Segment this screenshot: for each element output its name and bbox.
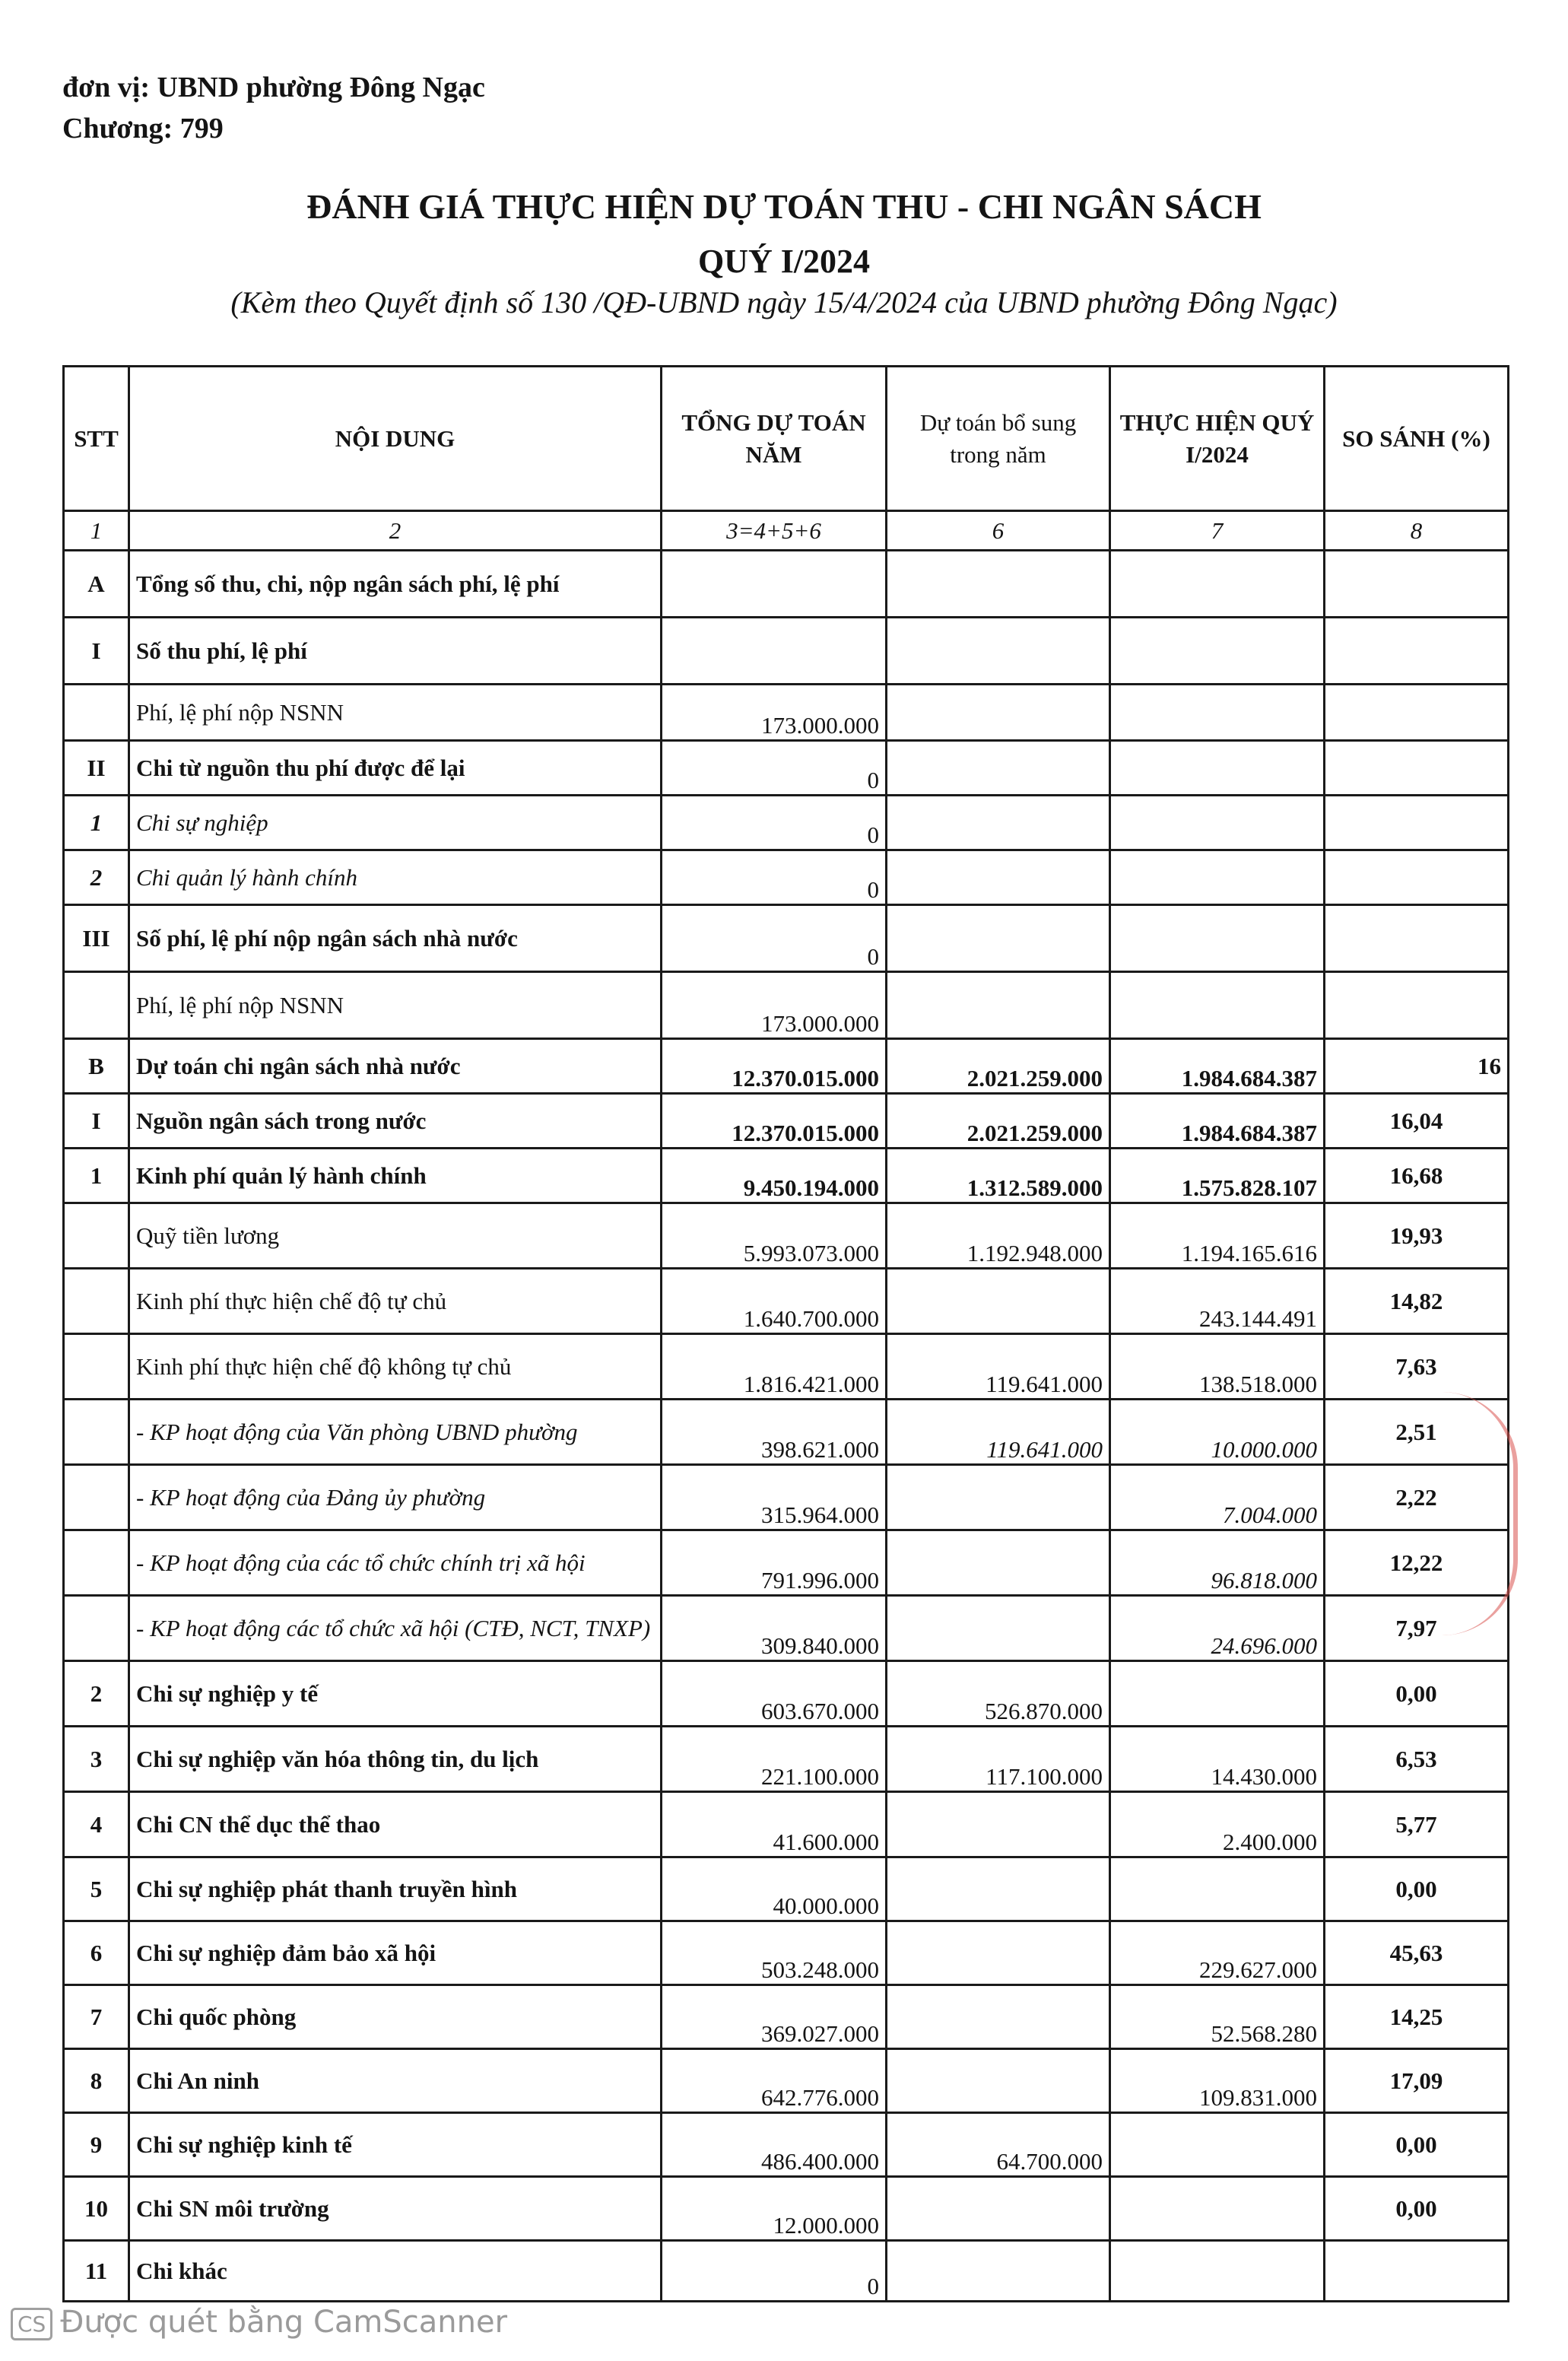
row-stt: 5 (64, 1857, 129, 1921)
row-total: 41.600.000 (662, 1792, 887, 1857)
row-extra (887, 2049, 1110, 2113)
row-content: Chi khác (129, 2241, 662, 2302)
row-content: - KP hoạt động của Đảng ủy phường (129, 1465, 662, 1530)
row-extra (887, 850, 1110, 905)
table-row (64, 1334, 1509, 1400)
row-total: 0 (662, 905, 887, 972)
row-pct: 14,25 (1325, 1985, 1509, 2049)
row-actual (1110, 972, 1325, 1039)
row-pct: 0,00 (1325, 2113, 1509, 2177)
row-total: 5.993.073.000 (662, 1203, 887, 1269)
table-row (64, 1921, 1509, 1985)
row-stt (64, 1334, 129, 1400)
table-row (64, 1530, 1509, 1596)
row-actual: 109.831.000 (1110, 2049, 1325, 2113)
row-content: Số thu phí, lệ phí (129, 618, 662, 685)
row-extra (887, 1269, 1110, 1334)
row-stt (64, 1203, 129, 1269)
table-header-row (64, 367, 1509, 511)
row-actual: 229.627.000 (1110, 1921, 1325, 1985)
row-extra (887, 685, 1110, 741)
table-row (64, 850, 1509, 905)
row-actual: 1.575.828.107 (1110, 1149, 1325, 1203)
table-row (64, 1857, 1509, 1921)
row-total: 642.776.000 (662, 2049, 887, 2113)
table-row (64, 1792, 1509, 1857)
row-content: Phí, lệ phí nộp NSNN (129, 685, 662, 741)
row-actual (1110, 1661, 1325, 1727)
red-stamp (1422, 1392, 1518, 1635)
row-stt (64, 1269, 129, 1334)
row-extra (887, 972, 1110, 1039)
row-stt: B (64, 1039, 129, 1094)
row-content: - KP hoạt động của Văn phòng UBND phường (129, 1400, 662, 1465)
document-header (62, 67, 485, 149)
row-stt (64, 1400, 129, 1465)
table-row (64, 1985, 1509, 2049)
row-actual (1110, 2113, 1325, 2177)
row-total (662, 618, 887, 685)
row-stt (64, 1596, 129, 1661)
row-total: 603.670.000 (662, 1661, 887, 1727)
row-extra (887, 741, 1110, 796)
row-extra (887, 551, 1110, 618)
row-stt: 6 (64, 1921, 129, 1985)
row-extra (887, 1792, 1110, 1857)
row-content: Chi quốc phòng (129, 1985, 662, 2049)
row-actual (1110, 2177, 1325, 2241)
row-content: - KP hoạt động của các tổ chức chính trị xã hội (129, 1530, 662, 1596)
row-pct: 14,82 (1325, 1269, 1509, 1334)
table-row (64, 1269, 1509, 1334)
row-pct: 16 (1325, 1039, 1509, 1094)
table-row (64, 1039, 1509, 1094)
row-content: - KP hoạt động các tổ chức xã hội (CTĐ, NCT, TNXP) (129, 1596, 662, 1661)
row-stt (64, 972, 129, 1039)
row-pct: 2,22 (1325, 1465, 1509, 1530)
row-extra: 119.641.000 (887, 1334, 1110, 1400)
col-header-extra: Dự toán bổ sung trong năm (887, 367, 1110, 511)
row-total: 503.248.000 (662, 1921, 887, 1985)
row-extra (887, 1921, 1110, 1985)
row-extra (887, 905, 1110, 972)
col-header-actual: THỰC HIỆN QUÝ I/2024 (1110, 367, 1325, 511)
row-pct: 0,00 (1325, 1661, 1509, 1727)
col-header-stt: STT (64, 367, 129, 511)
row-actual (1110, 850, 1325, 905)
table-row (64, 1727, 1509, 1792)
row-content: Chi từ nguồn thu phí được để lại (129, 741, 662, 796)
row-extra (887, 618, 1110, 685)
row-pct: 6,53 (1325, 1727, 1509, 1792)
row-extra (887, 2177, 1110, 2241)
row-content: Chi CN thể dục thể thao (129, 1792, 662, 1857)
row-actual (1110, 905, 1325, 972)
row-content: Tổng số thu, chi, nộp ngân sách phí, lệ phí (129, 551, 662, 618)
table-row (64, 2241, 1509, 2302)
row-extra: 119.641.000 (887, 1400, 1110, 1465)
table-row (64, 551, 1509, 618)
row-stt: 11 (64, 2241, 129, 2302)
table-row (64, 796, 1509, 850)
row-pct: 7,97 (1325, 1596, 1509, 1661)
row-stt: 10 (64, 2177, 129, 2241)
row-actual (1110, 685, 1325, 741)
row-extra (887, 1530, 1110, 1596)
row-pct: 5,77 (1325, 1792, 1509, 1857)
row-total: 369.027.000 (662, 1985, 887, 2049)
row-total: 1.816.421.000 (662, 1334, 887, 1400)
row-extra: 117.100.000 (887, 1727, 1110, 1792)
table-row (64, 1094, 1509, 1149)
document-subtitle: (Kèm theo Quyết định số 130 /QĐ-UBND ngày 15/4/2024 của UBND phường Đông Ngạc) (230, 285, 1338, 319)
row-total: 0 (662, 796, 887, 850)
row-content: Kinh phí quản lý hành chính (129, 1149, 662, 1203)
col-index: 8 (1325, 511, 1509, 551)
table-row (64, 1596, 1509, 1661)
row-total: 12.370.015.000 (662, 1094, 887, 1149)
row-extra (887, 1596, 1110, 1661)
row-extra: 2.021.259.000 (887, 1094, 1110, 1149)
row-actual: 1.984.684.387 (1110, 1094, 1325, 1149)
row-pct: 0,00 (1325, 1857, 1509, 1921)
row-pct (1325, 685, 1509, 741)
row-actual (1110, 796, 1325, 850)
row-actual: 52.568.280 (1110, 1985, 1325, 2049)
row-total: 315.964.000 (662, 1465, 887, 1530)
row-content: Quỹ tiền lương (129, 1203, 662, 1269)
row-pct: 17,09 (1325, 2049, 1509, 2113)
row-actual: 10.000.000 (1110, 1400, 1325, 1465)
row-total: 173.000.000 (662, 972, 887, 1039)
unit-name: đơn vị: UBND phường Đông Ngạc (62, 71, 485, 103)
row-pct: 7,63 (1325, 1334, 1509, 1400)
row-content: Chi An ninh (129, 2049, 662, 2113)
row-actual: 24.696.000 (1110, 1596, 1325, 1661)
row-stt: A (64, 551, 129, 618)
row-extra (887, 2241, 1110, 2302)
table-row (64, 685, 1509, 741)
row-content: Dự toán chi ngân sách nhà nước (129, 1039, 662, 1094)
row-stt: 4 (64, 1792, 129, 1857)
row-total: 0 (662, 741, 887, 796)
row-extra: 1.192.948.000 (887, 1203, 1110, 1269)
camscanner-logo-icon: CS (11, 2308, 52, 2340)
row-content: Chi SN môi trường (129, 2177, 662, 2241)
col-header-pct: SO SÁNH (%) (1325, 367, 1509, 511)
row-content: Kinh phí thực hiện chế độ không tự chủ (129, 1334, 662, 1400)
row-stt (64, 1465, 129, 1530)
document-title: ĐÁNH GIÁ THỰC HIỆN DỰ TOÁN THU - CHI NGÂN SÁCH (306, 187, 1262, 226)
row-actual (1110, 2241, 1325, 2302)
row-total: 12.000.000 (662, 2177, 887, 2241)
row-total: 1.640.700.000 (662, 1269, 887, 1334)
row-actual (1110, 1857, 1325, 1921)
row-content: Nguồn ngân sách trong nước (129, 1094, 662, 1149)
table-row (64, 1203, 1509, 1269)
col-index: 1 (64, 511, 129, 551)
row-actual: 1.984.684.387 (1110, 1039, 1325, 1094)
row-total: 9.450.194.000 (662, 1149, 887, 1203)
row-stt: I (64, 618, 129, 685)
row-total: 12.370.015.000 (662, 1039, 887, 1094)
table-row (64, 1661, 1509, 1727)
row-extra (887, 796, 1110, 850)
row-pct (1325, 551, 1509, 618)
row-total: 309.840.000 (662, 1596, 887, 1661)
row-pct (1325, 741, 1509, 796)
row-content: Kinh phí thực hiện chế độ tự chủ (129, 1269, 662, 1334)
col-header-content: NỘI DUNG (129, 367, 662, 511)
row-pct (1325, 972, 1509, 1039)
table-row (64, 741, 1509, 796)
row-extra: 2.021.259.000 (887, 1039, 1110, 1094)
table-row (64, 1400, 1509, 1465)
row-extra: 1.312.589.000 (887, 1149, 1110, 1203)
row-extra (887, 1985, 1110, 2049)
table-row (64, 1465, 1509, 1530)
scanner-text: Được quét bằng CamScanner (60, 2305, 508, 2340)
row-pct (1325, 850, 1509, 905)
row-pct: 0,00 (1325, 2177, 1509, 2241)
row-total: 221.100.000 (662, 1727, 887, 1792)
table-row (64, 2177, 1509, 2241)
row-pct: 2,51 (1325, 1400, 1509, 1465)
row-total: 0 (662, 2241, 887, 2302)
row-actual: 138.518.000 (1110, 1334, 1325, 1400)
row-actual: 2.400.000 (1110, 1792, 1325, 1857)
row-stt: 2 (64, 1661, 129, 1727)
row-extra: 64.700.000 (887, 2113, 1110, 2177)
row-content: Số phí, lệ phí nộp ngân sách nhà nước (129, 905, 662, 972)
col-header-total: TỔNG DỰ TOÁN NĂM (662, 367, 887, 511)
col-index: 7 (1110, 511, 1325, 551)
row-stt: 1 (64, 796, 129, 850)
row-content: Chi quản lý hành chính (129, 850, 662, 905)
row-stt: 8 (64, 2049, 129, 2113)
row-content: Chi sự nghiệp đảm bảo xã hội (129, 1921, 662, 1985)
row-pct: 12,22 (1325, 1530, 1509, 1596)
row-stt: 3 (64, 1727, 129, 1792)
row-stt: 7 (64, 1985, 129, 2049)
row-stt: III (64, 905, 129, 972)
row-stt: I (64, 1094, 129, 1149)
table-row (64, 2113, 1509, 2177)
row-total: 40.000.000 (662, 1857, 887, 1921)
row-stt (64, 1530, 129, 1596)
table-body (64, 551, 1509, 2302)
row-pct: 16,04 (1325, 1094, 1509, 1149)
chapter-code: Chương: 799 (62, 113, 224, 145)
row-stt: 1 (64, 1149, 129, 1203)
row-extra: 526.870.000 (887, 1661, 1110, 1727)
budget-table (62, 365, 1509, 2302)
row-stt (64, 685, 129, 741)
row-stt: 2 (64, 850, 129, 905)
table-row (64, 2049, 1509, 2113)
row-content: Chi sự nghiệp kinh tế (129, 2113, 662, 2177)
row-content: Phí, lệ phí nộp NSNN (129, 972, 662, 1039)
row-total: 173.000.000 (662, 685, 887, 741)
row-content: Chi sự nghiệp (129, 796, 662, 850)
row-total: 486.400.000 (662, 2113, 887, 2177)
row-pct: 16,68 (1325, 1149, 1509, 1203)
table-row (64, 618, 1509, 685)
row-content: Chi sự nghiệp y tế (129, 1661, 662, 1727)
row-total: 398.621.000 (662, 1400, 887, 1465)
scanner-watermark (11, 2305, 507, 2340)
row-content: Chi sự nghiệp văn hóa thông tin, du lịch (129, 1727, 662, 1792)
row-total (662, 551, 887, 618)
row-extra (887, 1857, 1110, 1921)
row-actual: 14.430.000 (1110, 1727, 1325, 1792)
row-total: 0 (662, 850, 887, 905)
table-row (64, 1149, 1509, 1203)
row-pct (1325, 796, 1509, 850)
row-actual: 243.144.491 (1110, 1269, 1325, 1334)
row-actual: 1.194.165.616 (1110, 1203, 1325, 1269)
row-stt: II (64, 741, 129, 796)
row-pct (1325, 2241, 1509, 2302)
row-actual: 96.818.000 (1110, 1530, 1325, 1596)
table-row (64, 972, 1509, 1039)
row-pct (1325, 618, 1509, 685)
row-actual: 7.004.000 (1110, 1465, 1325, 1530)
row-actual (1110, 618, 1325, 685)
col-index: 6 (887, 511, 1110, 551)
table-index-row (64, 511, 1509, 551)
row-pct: 45,63 (1325, 1921, 1509, 1985)
row-pct: 19,93 (1325, 1203, 1509, 1269)
row-extra (887, 1465, 1110, 1530)
row-actual (1110, 741, 1325, 796)
row-content: Chi sự nghiệp phát thanh truyền hình (129, 1857, 662, 1921)
col-index: 2 (129, 511, 662, 551)
document-period: QUÝ I/2024 (697, 243, 871, 280)
row-pct (1325, 905, 1509, 972)
row-actual (1110, 551, 1325, 618)
row-total: 791.996.000 (662, 1530, 887, 1596)
row-stt: 9 (64, 2113, 129, 2177)
col-index: 3=4+5+6 (662, 511, 887, 551)
table-row (64, 905, 1509, 972)
